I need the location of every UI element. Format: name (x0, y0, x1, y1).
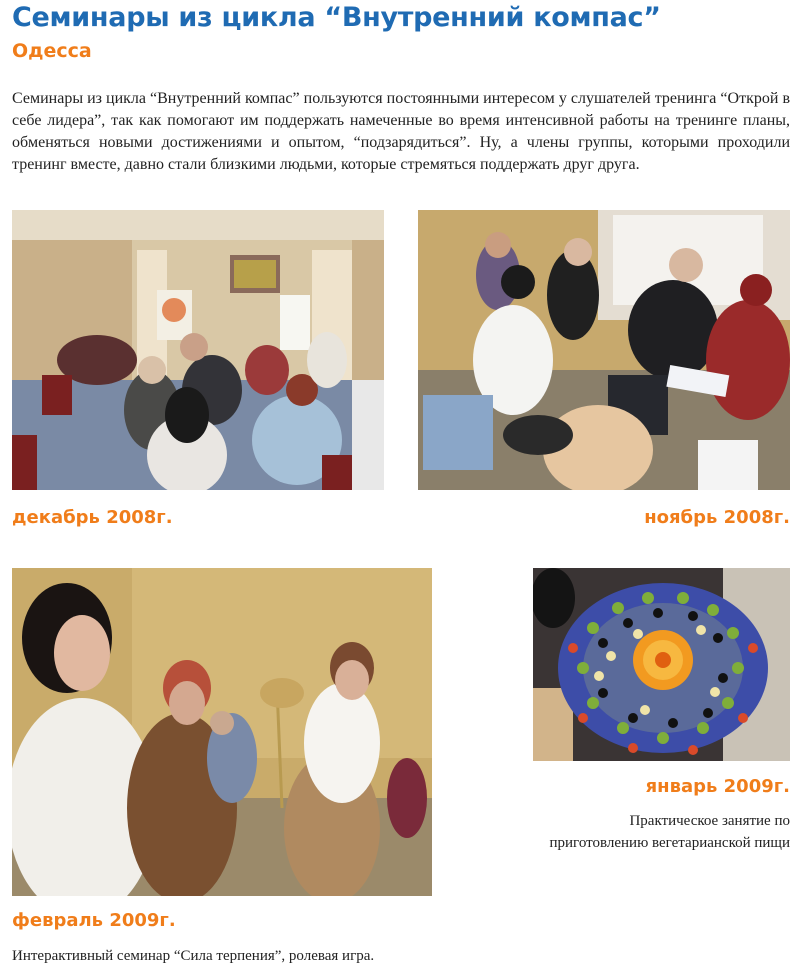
date-january-2009: январь 2009г. (645, 776, 790, 797)
city-subtitle: Одесса (12, 40, 92, 62)
intro-paragraph: Семинары из цикла “Внутренний компас” пользуются постоянными интересом у слушателей тренинга “Открой в себе лидера”, так как помогают им поддержать намеченные во время интенсивной работы на тренинге планы, обменяться новыми достижениями и опытом, “подзарядиться”. Ну, а члены группы, которыми проходили тренинг вместе, давно стали близкими людьми, которые стремяться поддержать друг друга. (12, 90, 790, 173)
photo-january-food (533, 568, 790, 761)
caption-february: Интерактивный семинар “Сила терпения”, ролевая игра. (12, 948, 375, 964)
date-february-2009: февраль 2009г. (12, 910, 176, 931)
date-november-2008: ноябрь 2008г. (644, 507, 790, 528)
date-december-2008: декабрь 2008г. (12, 507, 173, 528)
caption-january-line1: Практическое занятие по (629, 813, 790, 829)
photo-february-roleplay (12, 568, 432, 896)
caption-january-line2: приготовлению вегетарианской пищи (549, 835, 790, 851)
page-title: Семинары из цикла “Внутренний компас” (12, 2, 661, 33)
photo-november-group (418, 210, 790, 490)
photo-december-seminar (12, 210, 384, 490)
